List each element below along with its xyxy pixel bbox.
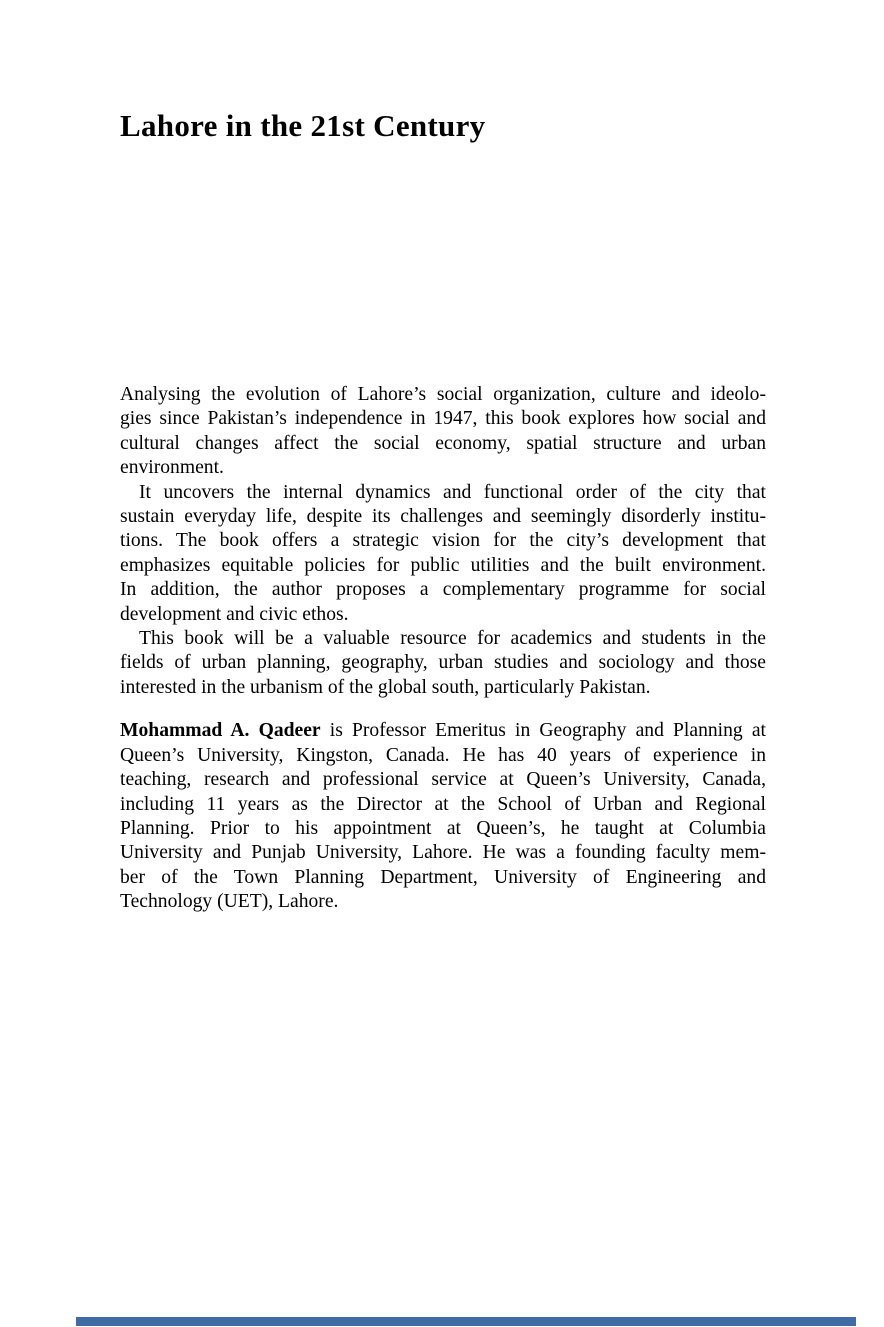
synopsis-paragraph-1 xyxy=(120,383,766,481)
bio-line-text: is Professor Emeritus in Geography and Planning at xyxy=(320,720,766,742)
text-line xyxy=(120,719,766,743)
text-line: including 11 years as the Director at the School of Urban and Regional xyxy=(120,793,766,815)
text-line: development and civic ethos. xyxy=(120,603,349,625)
footer-bar xyxy=(76,1317,856,1326)
text-line: gies since Pakistan’s independence in 1947, this book explores how social and xyxy=(120,408,766,430)
text-line: Queen’s University, Kingston, Canada. He has 40 years of experience in xyxy=(120,744,766,766)
author-bio xyxy=(120,719,766,914)
text-line: fields of urban planning, geography, urban studies and sociology and those xyxy=(120,652,766,674)
synopsis-paragraph-2 xyxy=(120,481,766,627)
text-line: interested in the urbanism of the global south, particularly Pakistan. xyxy=(120,676,651,698)
synopsis-and-bio xyxy=(120,383,766,915)
text-line: This book will be a valuable resource for academics and students in the xyxy=(139,628,766,650)
text-line: Planning. Prior to his appointment at Queen’s, he taught at Columbia xyxy=(120,817,766,839)
text-line: sustain everyday life, despite its challenges and seemingly disorderly institu- xyxy=(120,506,766,528)
text-line: Analysing the evolution of Lahore’s social organization, culture and ideolo- xyxy=(120,384,766,405)
author-name: Mohammad A. Qadeer xyxy=(120,720,321,742)
text-line: cultural changes affect the social economy, spatial structure and urban xyxy=(120,432,766,454)
synopsis-paragraph-3 xyxy=(120,627,766,700)
text-line: It uncovers the internal dynamics and functional order of the city that xyxy=(139,481,766,503)
text-line: tions. The book offers a strategic vision for the city’s development that xyxy=(120,530,766,552)
text-line: Technology (UET), Lahore. xyxy=(120,891,339,913)
text-line: In addition, the author proposes a complementary programme for social xyxy=(120,579,766,601)
text-line: ber of the Town Planning Department, University of Engineering and xyxy=(120,866,766,888)
text-line: environment. xyxy=(120,457,224,479)
text-line: University and Punjab University, Lahore. He was a founding faculty mem- xyxy=(120,842,766,864)
page-title: Lahore in the 21st Century xyxy=(120,108,486,143)
text-line: emphasizes equitable policies for public utilities and the built environment. xyxy=(120,554,766,576)
text-line: teaching, research and professional service at Queen’s University, Canada, xyxy=(120,769,766,791)
